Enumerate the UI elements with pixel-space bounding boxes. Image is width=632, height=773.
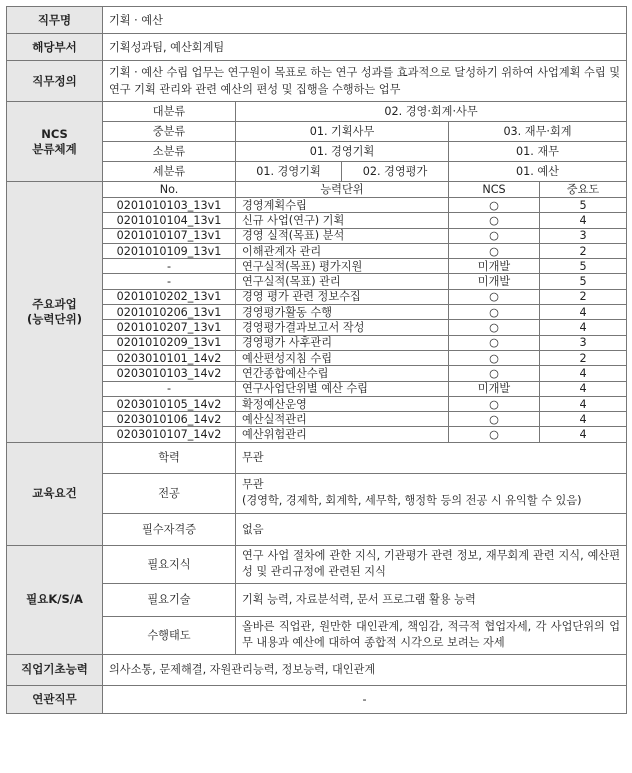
department-row <box>7 34 627 61</box>
task-importance: 4 <box>540 366 627 381</box>
task-unit: 연간종합예산수립 <box>236 366 449 381</box>
task-importance: 4 <box>540 427 627 442</box>
ksa-label: 필요K/S/A <box>7 545 103 654</box>
task-importance: 3 <box>540 335 627 350</box>
task-no: 0201010207_13v1 <box>103 320 236 335</box>
ksa-attitude-value: 올바른 직업관, 원만한 대인관계, 책임감, 적극적 협업자세, 각 사업단위의 업무 내용과 예산에 대하여 종합적 시각으로 보려는 자세 <box>236 616 627 654</box>
task-unit: 경영 실적(목표) 분석 <box>236 228 449 243</box>
job-title-value: 기획 · 예산 <box>103 7 627 34</box>
task-ncs: 미개발 <box>449 274 540 289</box>
ncs-detail-value-1: 01. 경영기획 <box>236 162 342 182</box>
job-description-table-wrapper <box>6 6 626 714</box>
task-no: - <box>103 274 236 289</box>
basic-competency-value: 의사소통, 문제해결, 자원관리능력, 정보능력, 대인관계 <box>103 654 627 685</box>
task-ncs: 미개발 <box>449 259 540 274</box>
task-importance: 4 <box>540 396 627 411</box>
task-no: 0203010106_14v2 <box>103 412 236 427</box>
tasks-header-row <box>7 182 627 198</box>
task-unit: 경영 평가 관련 정보수집 <box>236 289 449 304</box>
task-unit: 이해관계자 관리 <box>236 243 449 258</box>
task-ncs: ○ <box>449 305 540 320</box>
ncs-detail-label: 세분류 <box>103 162 236 182</box>
ncs-middle-value-1: 01. 기획사무 <box>236 122 449 142</box>
task-importance: 4 <box>540 213 627 228</box>
ncs-minor-label: 소분류 <box>103 142 236 162</box>
education-major-label: 전공 <box>103 473 236 513</box>
task-unit: 경영평가결과보고서 작성 <box>236 320 449 335</box>
definition-label: 직무정의 <box>7 61 103 102</box>
ksa-skill-value: 기획 능력, 자료분석력, 문서 프로그램 활용 능력 <box>236 583 627 616</box>
task-unit: 예산실적관리 <box>236 412 449 427</box>
task-importance: 5 <box>540 274 627 289</box>
ncs-label-line2: 분류체계 <box>32 141 77 156</box>
ncs-major-label: 대분류 <box>103 102 236 122</box>
ksa-knowledge-row <box>7 545 627 583</box>
task-importance: 2 <box>540 289 627 304</box>
job-description-table <box>6 6 627 714</box>
ksa-attitude-label: 수행태도 <box>103 616 236 654</box>
task-importance: 5 <box>540 259 627 274</box>
task-unit: 확정예산운영 <box>236 396 449 411</box>
task-no: 0201010103_13v1 <box>103 198 236 213</box>
tasks-label-line1: 주요과업 <box>32 296 77 311</box>
task-no: 0201010206_13v1 <box>103 305 236 320</box>
task-no: 0203010105_14v2 <box>103 396 236 411</box>
task-ncs: ○ <box>449 396 540 411</box>
task-ncs: ○ <box>449 366 540 381</box>
ksa-skill-label: 필요기술 <box>103 583 236 616</box>
task-no: 0203010101_14v2 <box>103 350 236 365</box>
task-importance: 4 <box>540 320 627 335</box>
ncs-minor-value-1: 01. 경영기획 <box>236 142 449 162</box>
department-value: 기획성과팀, 예산회계팀 <box>103 34 627 61</box>
task-unit: 신규 사업(연구) 기획 <box>236 213 449 228</box>
task-ncs: ○ <box>449 320 540 335</box>
education-degree-row <box>7 442 627 473</box>
education-degree-value: 무관 <box>236 442 627 473</box>
task-unit: 연구사업단위별 예산 수립 <box>236 381 449 396</box>
tasks-header-unit: 능력단위 <box>236 182 449 198</box>
task-importance: 4 <box>540 305 627 320</box>
ncs-label-line1: NCS <box>41 126 68 141</box>
task-ncs: ○ <box>449 427 540 442</box>
task-no: - <box>103 259 236 274</box>
tasks-label <box>7 182 103 443</box>
education-degree-label: 학력 <box>103 442 236 473</box>
task-ncs: ○ <box>449 412 540 427</box>
task-importance: 4 <box>540 381 627 396</box>
task-ncs: ○ <box>449 289 540 304</box>
task-unit: 경영계획수립 <box>236 198 449 213</box>
task-unit: 예산편성지침 수립 <box>236 350 449 365</box>
definition-value: 기획 · 예산 수립 업무는 연구원이 목표로 하는 연구 성과를 효과적으로 달성하기 위하여 사업계획 수립 및 연구 기획 관리와 관련 예산의 편성 및 집행을 수행하는 업무 <box>103 61 627 102</box>
task-ncs: ○ <box>449 350 540 365</box>
definition-row <box>7 61 627 102</box>
task-unit: 연구실적(목표) 평가지원 <box>236 259 449 274</box>
task-ncs: ○ <box>449 335 540 350</box>
tasks-header-no: No. <box>103 182 236 198</box>
task-ncs: ○ <box>449 213 540 228</box>
education-major-value <box>236 473 627 513</box>
tasks-header-ncs: NCS <box>449 182 540 198</box>
task-no: 0201010202_13v1 <box>103 289 236 304</box>
education-major-line1: 무관 <box>242 478 264 492</box>
task-ncs: ○ <box>449 243 540 258</box>
related-jobs-row <box>7 685 627 713</box>
job-title-row <box>7 7 627 34</box>
task-no: 0201010104_13v1 <box>103 213 236 228</box>
ncs-major-row <box>7 102 627 122</box>
tasks-label-line2: (능력단위) <box>27 311 82 326</box>
education-certificate-label: 필수자격증 <box>103 513 236 545</box>
task-no: 0201010109_13v1 <box>103 243 236 258</box>
task-no: 0203010103_14v2 <box>103 366 236 381</box>
task-ncs: ○ <box>449 198 540 213</box>
ncs-label <box>7 102 103 182</box>
task-importance: 3 <box>540 228 627 243</box>
task-unit: 예산위험관리 <box>236 427 449 442</box>
task-no: 0203010107_14v2 <box>103 427 236 442</box>
ncs-major-value: 02. 경영·회계·사무 <box>236 102 627 122</box>
ncs-middle-label: 중분류 <box>103 122 236 142</box>
task-importance: 4 <box>540 412 627 427</box>
task-ncs: ○ <box>449 228 540 243</box>
task-ncs: 미개발 <box>449 381 540 396</box>
basic-competency-row <box>7 654 627 685</box>
education-certificate-value: 없음 <box>236 513 627 545</box>
task-importance: 5 <box>540 198 627 213</box>
education-label: 교육요건 <box>7 442 103 545</box>
task-unit: 경영평가 사후관리 <box>236 335 449 350</box>
ncs-detail-value-2: 02. 경영평가 <box>342 162 449 182</box>
basic-competency-label: 직업기초능력 <box>7 654 103 685</box>
task-no: - <box>103 381 236 396</box>
ksa-knowledge-value: 연구 사업 절차에 관한 지식, 기관평가 관련 정보, 재무회계 관련 지식, 예산편성 및 관리규정에 관련된 지식 <box>236 545 627 583</box>
related-jobs-value: - <box>103 685 627 713</box>
task-importance: 2 <box>540 243 627 258</box>
task-unit: 연구실적(목표) 관리 <box>236 274 449 289</box>
related-jobs-label: 연관직무 <box>7 685 103 713</box>
job-title-label: 직무명 <box>7 7 103 34</box>
task-no: 0201010107_13v1 <box>103 228 236 243</box>
department-label: 해당부서 <box>7 34 103 61</box>
tasks-header-importance: 중요도 <box>540 182 627 198</box>
ncs-middle-value-2: 03. 재무·회계 <box>449 122 627 142</box>
task-no: 0201010209_13v1 <box>103 335 236 350</box>
task-unit: 경영평가활동 수행 <box>236 305 449 320</box>
ksa-knowledge-label: 필요지식 <box>103 545 236 583</box>
ncs-detail-value-3: 01. 예산 <box>449 162 627 182</box>
task-importance: 2 <box>540 350 627 365</box>
education-major-line2: (경영학, 경제학, 회계학, 세무학, 행정학 등의 전공 시 유익할 수 있음) <box>242 494 582 508</box>
ncs-minor-value-2: 01. 재무 <box>449 142 627 162</box>
